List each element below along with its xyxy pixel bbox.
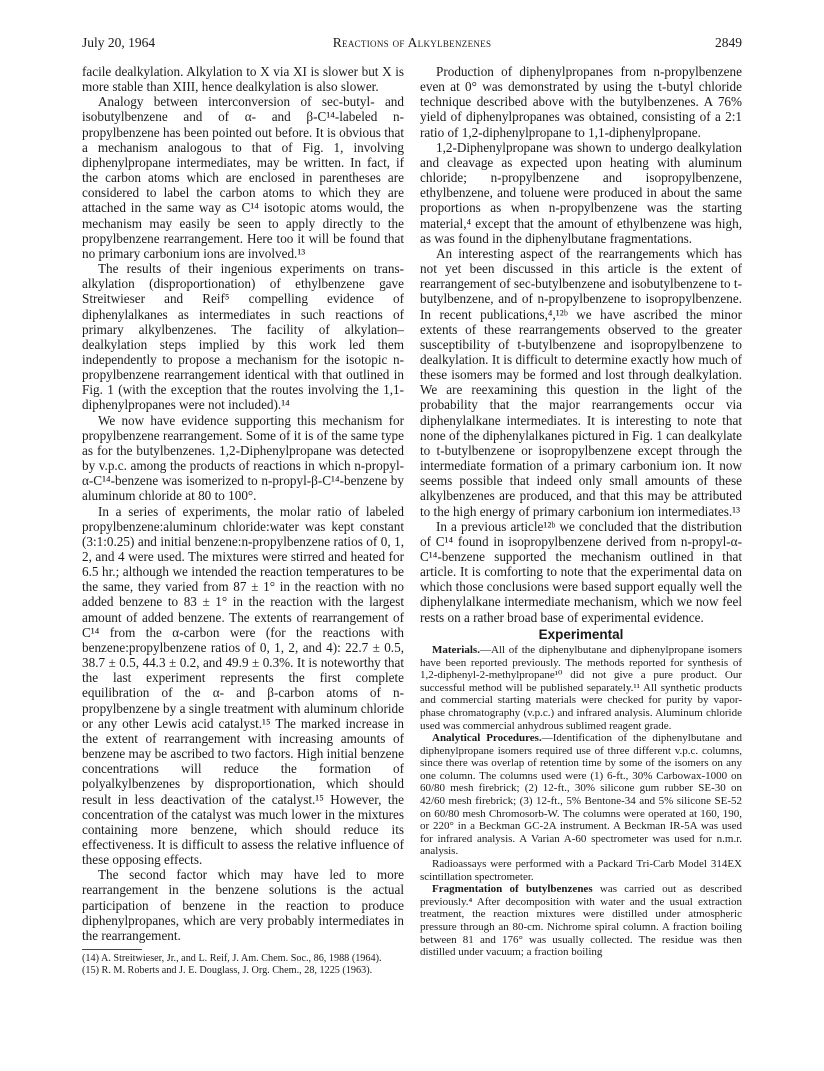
footnote: (15) R. M. Roberts and J. E. Douglass, J. Org. Chem., 28, 1225 (1963). <box>82 965 373 977</box>
footnote-rule <box>82 949 142 950</box>
run-in-heading: Fragmentation of butylbenzenes <box>432 883 593 896</box>
paragraph: An interesting aspect of the rearrangements which has not yet been discussed in this article is the extent of rearrangement of sec-butylbenzene and isobutylbenzene to t-butylbenzene, and of n-propylbenzene to isopropylbenzene. In recent publications,⁴,¹²ᵇ we have ascribed the minor extents of these rearrangements observed to the greater susceptibility of t-butylbenzene and isopropylbenzene to dealkylation. It is difficult to determine exactly how much of these isomers may be formed and lost through dealkylation. We are reexamining this question in the light of the probability that the major rearrangements occur via diphenylalkane intermediates. It is interesting to note that none of the diphenylalkanes pictured in Fig. 1 can dealkylate to t-butylbenzene or isopropylbenzene except through the intermediate formation of a primary carbonium ion. It now seems possible that indeed only small amounts of these alkylbenzenes are produced, and that this may be attributed to the high energy of primary carbonium ion intermediates.¹³ <box>420 245 742 519</box>
page-number: 2849 <box>715 35 742 50</box>
section-heading-experimental: Experimental <box>538 626 624 642</box>
paragraph: Production of diphenylpropanes from n-propylbenzene even at 0° was demonstrated by using the t-butyl chloride technique described above with the butylbenzenes. A 76% yield of diphenylpropanes was obtained, consisting of a 2:1 ratio of 1,2-diphenylpropane to 1,1-diphenylpropane. <box>420 64 742 140</box>
experimental-paragraph <box>420 732 742 858</box>
paragraph: The results of their ingenious experiments on trans-alkylation (disproportionation) of ethylbenzene gave Streitwieser and Reif⁵ compelling evidence of diphenylalkanes as intermediates in such reactions of primary alkylbenzenes. The facility of alkylation–dealkylation steps implied by this work led them independently to propose a mechanism for the isotopic n-propylbenzene rearrangement identical with that outlined in Fig. 1 (with the exception that the routes involving the 1,1-diphenylpropanes were not included).¹⁴ <box>82 261 404 413</box>
experimental-paragraph <box>420 644 742 732</box>
paragraph: The second factor which may have led to more rearrangement in the benzene solutions is the actual participation of benzene in the reaction to produce diphenylpropanes, which are very probably intermediates in the rearrangement. <box>82 867 404 943</box>
paragraph: facile dealkylation. Alkylation to X via XI is slower but X is more stable than XIII, hence dealkylation is also slower. <box>82 64 404 95</box>
experimental-paragraph <box>420 858 742 883</box>
paragraph: In a previous article¹²ᵇ we concluded that the distribution of C¹⁴ found in isopropylbenzene derived from n-propyl-α-C¹⁴-benzene supported the mechanism outlined in that article. It is comforting to note that the experimental data on which those conclusions were based support equally well the diphenylalkane intermediate mechanism, which we now feel rests on a rather broad base of experimental evidence. <box>420 518 742 625</box>
run-in-heading: Materials. <box>432 643 480 656</box>
issue-date: July 20, 1964 <box>82 35 156 50</box>
paragraph: Analogy between interconversion of sec-butyl- and isobutylbenzene and of α- and β-C¹⁴-labeled n-propylbenzene has been pointed out before. It is obvious that a mechanism analogous to that of Fig. 1, involving diphenylpropane intermediates, may be written. In fact, if the carbon atoms which are enclosed in parentheses are considered to label the carbon atoms to which they are attached in the same way as C¹⁴ isotopic atoms would, the mechanism may easily be seen to apply directly to the propylbenzene rearrangement. Here too it will be found that no primary carbonium ions are involved.¹³ <box>82 94 404 261</box>
paragraph-text: —All of the diphenylbutane and diphenylpropane isomers have been reported previously. The methods reported for synthesis of 1,2-diphenyl-2-methylpropane¹⁰ did not give a pure product. Our successful method will be published separately.¹¹ All synthetic products and commercial starting materials were checked for purity by vapor-phase chromatography (v.p.c.) and infrared analysis. Aluminum chloride used was commercial anhydrous sublimed reagent grade. <box>420 643 742 732</box>
paragraph-text: —Identification of the diphenylbutane and diphenylpropane isomers required use of three different v.p.c. columns, since there was overlap of retention time by some of the isomers on any one column. The columns used were (1) 6-ft., 30% Carbowax-1000 on 60/80 mesh firebrick; (2) 12-ft., 30% silicone gum rubber SE-30 on 42/60 mesh firebrick; (3) 12-ft., 5% Bentone-34 and 5% silicone SE-52 on 60/80 mesh Chromosorb-W. The columns were operated at 160, 190, or 220° in a Beckman GC-2A instrument. A Beckman IR-5A was used for infrared analysis. A Varian A-60 spectrometer was used for n.m.r. analysis. <box>420 732 742 858</box>
paragraph-text: was carried out as described previously.⁴ After decomposition with water and the usual extraction treatment, the reaction mixtures were distilled under atmospheric pressure through an 80-cm. Nichrome spiral column. A fraction boiling between 81 and 176° was usually collected. The residue was then distilled under vacuum; a fraction boiling <box>420 883 742 959</box>
paragraph: In a series of experiments, the molar ratio of labeled propylbenzene:aluminum chloride:water was kept constant (3:1:0.25) and initial benzene:n-propylbenzene ratios of 0, 1, 2, and 4 were used. The mixtures were stirred and heated for 6.5 hr.; although we intended the reaction temperatures to be the same, they varied from 87 ± 1° in the reaction with no added benzene to 83 ± 1° in the reaction with the largest amount of added benzene. The extents of rearrangement of C¹⁴ from the α-carbon were (for the reactions with benzene:propylbenzene ratios of 0, 1, 2, and 4): 22.7 ± 0.5, 38.7 ± 0.5, 44.3 ± 0.2, and 49.9 ± 0.3%. It is noteworthy that the last experiment represents the first complete equilibration of the α- and β-carbon atoms of n-propylbenzene by a single treatment with aluminum chloride or any other Lewis acid catalyst.¹⁵ The marked increase in the extent of rearrangement with increasing amounts of benzene may be ascribed to two factors. High initial benzene concentrations will reduce the formation of polyalkylbenzenes by disproportionation, which should result in less deactivation of the catalyst.¹⁵ However, the concentration of the catalyst was much lower in the mixtures containing more benzene, which should reduce its effectiveness. It is difficult to assess the relative influence of these opposing effects. <box>82 503 404 868</box>
experimental-paragraph <box>420 883 742 959</box>
footnotes <box>82 949 404 977</box>
paragraph-text: Radioassays were performed with a Packard Tri-Carb Model 314EX scintillation spectrometer. <box>420 858 742 883</box>
page-header <box>82 35 742 53</box>
left-column <box>82 64 404 977</box>
paragraph: 1,2-Diphenylpropane was shown to undergo dealkylation and cleavage as expected upon heating with aluminum chloride; n-propylbenzene and isopropylbenzene, ethylbenzene, and toluene were produced in about the same proportions as when n-propylbenzene was the starting material,⁴ except that the amount of ethylbenzene was high, as was found in the diphenylbutane fragmentations. <box>420 139 742 246</box>
running-title: Reactions of Alkylbenzenes <box>332 35 492 50</box>
footnote: (14) A. Streitwieser, Jr., and L. Reif, J. Am. Chem. Soc., 86, 1988 (1964). <box>82 953 382 965</box>
right-column <box>420 64 742 959</box>
run-in-heading: Analytical Procedures. <box>432 732 542 745</box>
paragraph: We now have evidence supporting this mechanism for propylbenzene rearrangement. Some of it is of the same type as for the butylbenzenes. 1,2-Diphenylpropane was detected by v.p.c. among the products of reactions in which n-propyl-α-C¹⁴-benzene was isomerized to n-propyl-β-C¹⁴-benzene by aluminum chloride at 80 to 100°. <box>82 412 404 504</box>
experimental-section <box>420 644 742 959</box>
